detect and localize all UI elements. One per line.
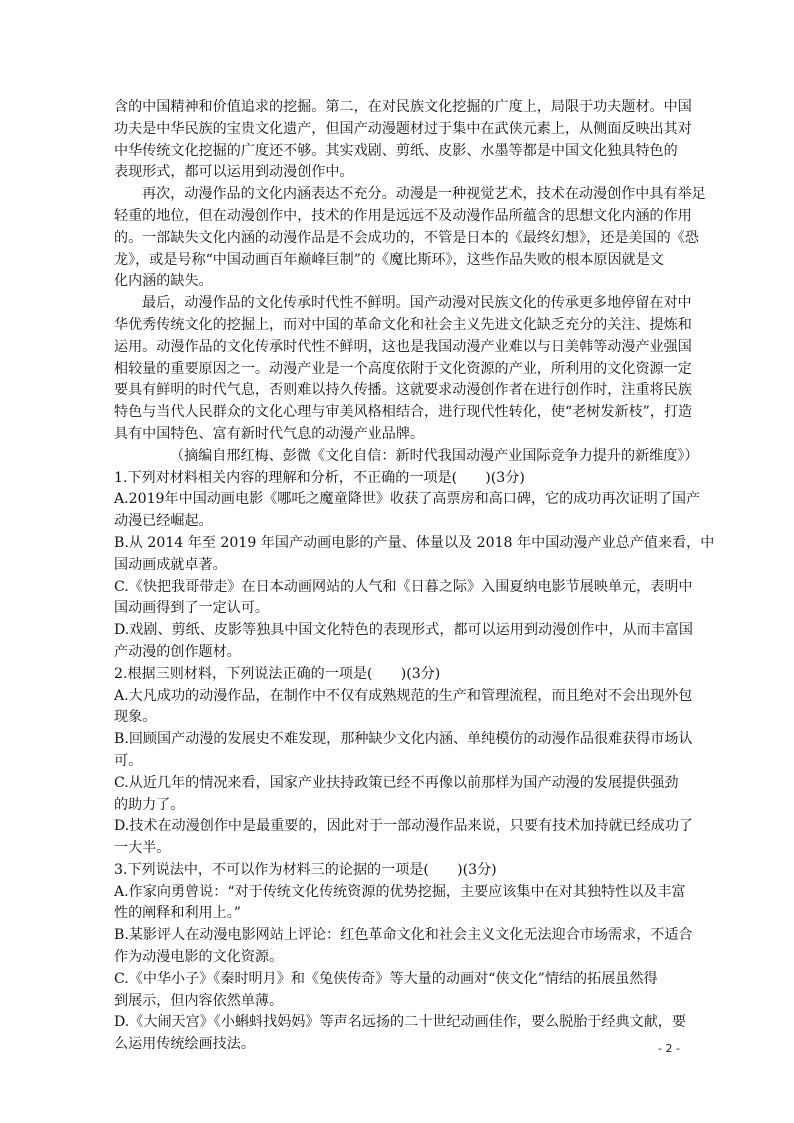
option-line: 国动画得到了一定认可。 — [114, 600, 270, 617]
text-line: 表现形式，都可以运用到动漫创作中。 — [114, 164, 354, 181]
option-line: D.技术在动漫创作中是最重要的，因此对于一部动漫作品来说，只要有技术加持就已经成功了 — [114, 818, 694, 835]
option-line: 可。 — [114, 752, 143, 769]
option-line: D.《大闹天宫》《小蝌蚪找妈妈》等声名远扬的二十世纪动画佳作，要么脱胎于经典文献，要 — [114, 1014, 686, 1031]
option-line: 国动画成就卓著。 — [114, 556, 227, 573]
option-line: D.戏剧、剪纸、皮影等独具中国文化特色的表现形式，都可以运用到动漫创作中，从而丰富国 — [114, 622, 694, 639]
text-line: 中华传统文化挖掘的广度还不够。其实戏剧、剪纸、皮影、水墨等都是中国文化独具特色的 — [114, 142, 678, 159]
option-line: 作为动漫电影的文化资源。 — [114, 949, 284, 966]
text-line: 相较量的重要原因之一。动漫产业是一个高度依附于文化资源的产业，所利用的文化资源一定 — [114, 360, 692, 377]
option-line: B.某影评人在动漫电影网站上评论：红色革命文化和社会主义文化无法迎合市场需求，不适合 — [114, 927, 693, 944]
option-line: 的助力了。 — [114, 796, 185, 813]
option-line: A.2019年中国动画电影《哪吒之魔童降世》收获了高票房和高口碑，它的成功再次证明了国产 — [114, 491, 701, 508]
option-line: 一大半。 — [114, 840, 171, 857]
option-line: 到展示，但内容依然单薄。 — [114, 992, 284, 1009]
text-line: 运用。动漫作品的文化传承时代性不鲜明，这也是我国动漫产业难以与日美韩等动漫产业强国 — [114, 338, 692, 355]
option-line: C.从近几年的情况来看，国家产业扶持政策已经不再像以前那样为国产动漫的发展提供强劲 — [114, 774, 679, 791]
option-line: 么运用传统绘画技法。 — [114, 1036, 255, 1053]
text-line: 要具有鲜明的时代气息，否则难以持久传播。这就要求动漫创作者在进行创作时，注重将民族 — [114, 382, 692, 399]
question-stem: 2.根据三则材料，下列说法正确的一项是( )(3分) — [114, 665, 441, 682]
option-line: B.回顾国产动漫的发展史不难发现，那种缺少文化内涵、单纯模仿的动漫作品很难获得市场认 — [114, 731, 693, 748]
text-line: 化内涵的缺失。 — [114, 273, 213, 290]
question-stem: 1.下列对材料相关内容的理解和分析，不正确的一项是( )(3分) — [114, 469, 525, 486]
text-line: 特色与当代人民群众的文化心理与审美风格相结合，进行现代性转化，使“老树发新枝”，打造 — [114, 404, 693, 421]
page-number: - 2 - — [658, 1042, 680, 1055]
option-line: C.《中华小子》《秦时明月》和《兔侠传奇》等大量的动画对“侠文化”情结的拓展虽然得 — [114, 970, 658, 987]
option-line: A.作家向勇曾说：“对于传统文化传统资源的优势挖掘，主要应该集中在对其独特性以及丰富 — [114, 883, 686, 900]
source-citation: （摘编自邢红梅、彭微《文化自信：新时代我国动漫产业国际竞争力提升的新维度》） — [170, 447, 699, 464]
option-line: 现象。 — [114, 709, 157, 726]
option-line: C.《快把我哥带走》在日本动画网站的人气和《日暮之际》入围夏纳电影节展映单元，表明中 — [114, 578, 693, 595]
document-body — [114, 97, 715, 1056]
option-line: 性的阐释和利用上。” — [114, 905, 241, 922]
text-line: 龙》，或是号称“中国动画百年巅峰巨制”的《魔比斯环》，这些作品失败的根本原因就是文 — [114, 251, 664, 268]
text-line: 的。一部缺失文化内涵的动漫作品是不会成功的，不管是日本的《最终幻想》，还是美国的《恐 — [114, 229, 699, 246]
text-line: 轻重的地位，但在动漫创作中，技术的作用是远远不及动漫作品所蕴含的思想文化内涵的作用 — [114, 207, 692, 224]
question-stem: 3.下列说法中，不可以作为材料三的论据的一项是( )(3分) — [114, 861, 497, 878]
text-line: 具有中国特色、富有新时代气息的动漫产业品牌。 — [114, 425, 425, 442]
text-line: 华优秀传统文化的挖掘上，而对中国的革命文化和社会主义先进文化缺乏充分的关注、提炼和 — [114, 316, 692, 333]
option-line: A.大凡成功的动漫作品，在制作中不仅有成熟规范的生产和管理流程，而且绝对不会出现外包 — [114, 687, 693, 704]
text-line: 功夫是中华民族的宝贵文化遗产，但国产动漫题材过于集中在武侠元素上，从侧面反映出其对 — [114, 120, 692, 137]
text-line: 含的中国精神和价值追求的挖掘。第二，在对民族文化挖掘的广度上，局限于功夫题材。中国 — [114, 99, 692, 115]
option-line: B.从 2014 年至 2019 年国产动画电影的产量、体量以及 2018 年中国动漫产业总产值来看，中 — [114, 534, 715, 551]
text-line: 再次，动漫作品的文化内涵表达不充分。动漫是一种视觉艺术，技术在动漫创作中具有举足 — [142, 186, 706, 203]
option-line: 产动漫的创作题材。 — [114, 643, 241, 660]
text-line: 最后，动漫作品的文化传承时代性不鲜明。国产动漫对民族文化的传承更多地停留在对中 — [142, 295, 692, 312]
option-line: 动漫已经崛起。 — [114, 513, 213, 530]
